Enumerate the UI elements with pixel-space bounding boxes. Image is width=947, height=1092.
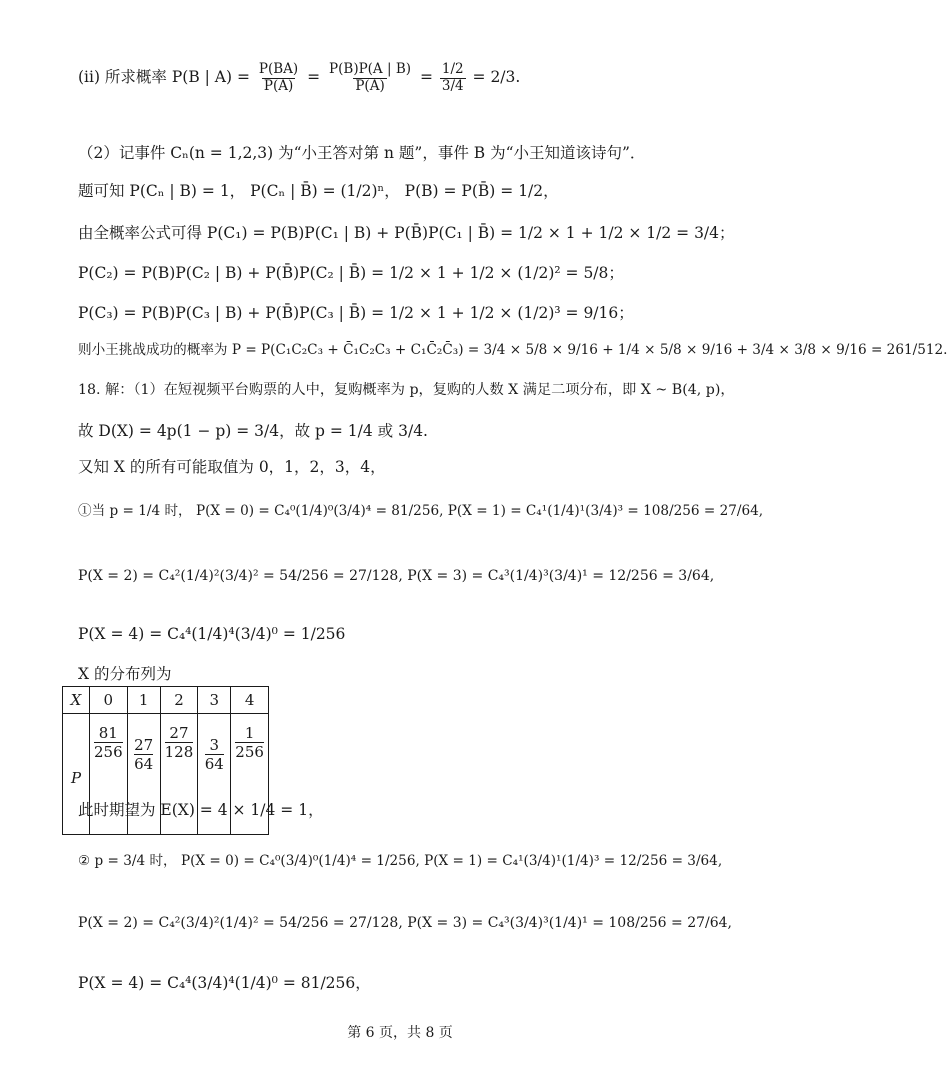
fraction: $\frac{P(B)P(A | B)}{P(A)}$ — [329, 61, 412, 94]
table-cell: 4 — [231, 687, 269, 714]
table-cell: 2 — [160, 687, 198, 714]
result: 2/3 — [490, 68, 516, 87]
solution-line: X 的分布列为 — [78, 665, 172, 683]
solution-line: （2）记事件 Cₙ(n = 1,2,3) 为“小王答对第 n 题”，事件 B 为“小王知道该诗句”． — [78, 144, 646, 162]
solution-line: 此时期望为 E(X) = 4 × 1/4 = 1， — [78, 801, 324, 819]
table-row — [63, 687, 269, 714]
table-cell: 1 — [127, 687, 160, 714]
solution-line: ② p = 3/4 时， P(X = 0) = C₄⁰(3/4)⁰(1/4)⁴ = 1/256, P(X = 1) = C₄¹(3/4)¹(1/4)³ = 12/256 = 3/64, — [78, 853, 723, 869]
solution-line: P(X = 4) = C₄⁴(3/4)⁴(1/4)⁰ = 81/256， — [78, 974, 371, 992]
table-cell: $\frac{81}{256}$ — [90, 714, 128, 835]
table-header-p: P — [63, 714, 90, 835]
table-cell: $\frac{27}{64}$ — [127, 714, 160, 835]
solution-line: P(C₂) = P(B)P(C₂ | B) + P(B̄)P(C₂ | B̄) = 1/2 × 1 + 1/2 × (1/2)² = 5/8； — [78, 264, 624, 282]
table-cell: 0 — [90, 687, 128, 714]
table-cell: $\frac{1}{256}$ — [231, 714, 269, 835]
line-text: (ii) 所求概率 P(B | A) = — [78, 68, 250, 87]
solution-line: P(X = 2) = C₄²(3/4)²(1/4)² = 54/256 = 27/128, P(X = 3) = C₄³(3/4)³(1/4)¹ = 108/256 = 27/64, — [78, 915, 732, 931]
solution-line: ①当 p = 1/4 时， P(X = 0) = C₄⁰(1/4)⁰(3/4)⁴ = 81/256, P(X = 1) = C₄¹(1/4)¹(3/4)³ = 108/256 = 27/64, — [78, 503, 764, 519]
solution-line: P(C₃) = P(B)P(C₃ | B) + P(B̄)P(C₃ | B̄) = 1/2 × 1 + 1/2 × (1/2)³ = 9/16； — [78, 304, 634, 322]
solution-line: 则小王挑战成功的概率为 P = P(C₁C₂C₃ + C̄₁C₂C₃ + C₁C̄₂C̄₃) = 3/4 × 5/8 × 9/16 + 1/4 × 5/8 × 9/16 + 3/4 × 3/8 × 9/16 = 261/512. — [78, 342, 947, 358]
solution-line: P(X = 4) = C₄⁴(1/4)⁴(3/4)⁰ = 1/256 — [78, 625, 346, 643]
solution-line-ii: (ii) 所求概率 P(B | A) = $\frac{P(BA)}{P(A)}$ = $\frac{P(B)P(A | B)}{P(A)}$ = $\frac{1/2}{3/4}$ = 2/3. — [78, 61, 521, 94]
solution-line: P(X = 2) = C₄²(1/4)²(3/4)² = 54/256 = 27/128, P(X = 3) = C₄³(1/4)³(3/4)¹ = 12/256 = 3/64, — [78, 568, 715, 584]
solution-line: 又知 X 的所有可能取值为 0，1，2，3，4， — [78, 458, 386, 476]
table-cell: $\frac{3}{64}$ — [198, 714, 231, 835]
page-footer: 第 6 页，共 8 页 — [347, 1025, 453, 1041]
solution-line: 故 D(X) = 4p(1 − p) = 3/4，故 p = 1/4 或 3/4. — [78, 422, 428, 440]
table-cell: $\frac{27}{128}$ — [160, 714, 198, 835]
solution-line: 题可知 P(Cₙ | B) = 1， P(Cₙ | B̄) = (1/2)ⁿ， P(B) = P(B̄) = 1/2， — [78, 182, 559, 200]
solution-line: 18. 解：（1）在短视频平台购票的人中，复购概率为 p，复购的人数 X 满足二项分布，即 X ~ B(4, p)， — [78, 382, 735, 398]
fraction: $\frac{1/2}{3/4}$ — [441, 61, 464, 94]
table-header-x: X — [63, 687, 90, 714]
table-cell: 3 — [198, 687, 231, 714]
solution-line: 由全概率公式可得 P(C₁) = P(B)P(C₁ | B) + P(B̄)P(C₁ | B̄) = 1/2 × 1 + 1/2 × 1/2 = 3/4； — [78, 224, 735, 242]
fraction: $\frac{P(BA)}{P(A)}$ — [258, 61, 299, 94]
